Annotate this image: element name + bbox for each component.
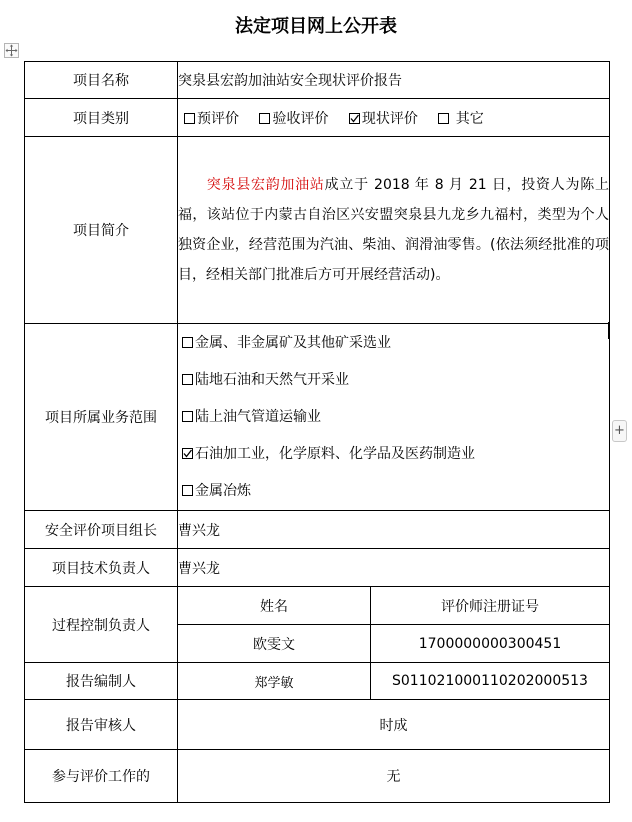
checkbox-icon[interactable] [182,337,193,348]
row-report-author [25,663,610,700]
participants-value: 无 [178,750,610,803]
option-pre-evaluation[interactable]: 预评价 [184,108,239,128]
row-report-reviewer [25,700,610,750]
scope-item-oil-gas-extraction[interactable]: 陆地石油和天然气开采业 [178,362,609,399]
process-control-cert: 1700000000300451 [371,625,610,663]
scope-item-pipeline[interactable]: 陆上油气管道运输业 [178,399,609,436]
report-author-cert: S011021000110202000513 [371,663,610,700]
text-cursor [608,322,610,339]
row-team-leader [25,511,610,549]
table-move-handle-icon[interactable] [4,43,19,58]
scope-item-petroleum-chemical[interactable]: 石油加工业，化学原料、化学品及医药制造业 [178,436,609,473]
process-control-label: 过程控制负责人 [25,587,178,663]
option-acceptance-evaluation[interactable]: 验收评价 [259,108,328,128]
row-project-name [25,62,610,99]
company-name-highlight: 突泉县宏韵加油站 [206,177,325,193]
checkbox-icon[interactable] [182,485,193,496]
project-type-label: 项目类别 [25,99,178,137]
col-header-cert: 评价师注册证号 [371,587,610,625]
process-control-name: 欧雯文 [178,625,371,663]
report-reviewer-label: 报告审核人 [25,700,178,750]
tech-leader-label: 项目技术负责人 [25,549,178,587]
business-scope-list [178,324,610,511]
row-tech-leader [25,549,610,587]
checkbox-icon[interactable] [438,113,449,124]
page-title: 法定项目网上公开表 [235,16,397,37]
add-column-icon[interactable]: + [612,420,627,442]
checkbox-icon[interactable] [259,113,270,124]
checkbox-icon[interactable] [182,411,193,422]
row-project-intro [25,137,610,324]
row-project-type [25,99,610,137]
checkbox-icon[interactable] [184,113,195,124]
project-name-label: 项目名称 [25,62,178,99]
project-name-value: 突泉县宏韵加油站安全现状评价报告 [178,62,610,99]
participants-label: 参与评价工作的 [25,750,178,803]
row-participants [25,750,610,803]
intro-body: 成立于 2018 年 8 月 21 日，投资人为陈上福，该站位于内蒙古自治区兴安盟突泉县九龙乡九福村，类型为个人独资企业，经营范围为汽油、柴油、润滑油零售。(依法须经批准的项目，经相关部门批准后方可开展经营活动)。 [178,177,609,283]
row-business-scope [25,324,610,511]
checked-checkbox-icon[interactable] [349,113,360,124]
team-leader-value: 曹兴龙 [178,511,610,549]
business-scope-label: 项目所属业务范围 [25,324,178,511]
report-author-name: 郑学敏 [178,663,371,700]
report-author-label: 报告编制人 [25,663,178,700]
report-reviewer-value: 时成 [178,700,610,750]
project-intro-text [178,137,610,324]
tech-leader-value: 曹兴龙 [178,549,610,587]
col-header-name: 姓名 [178,587,371,625]
checkbox-icon[interactable] [182,374,193,385]
row-process-control-header [25,587,610,625]
option-other[interactable]: 其它 [438,108,483,128]
scope-item-mining[interactable]: 金属、非金属矿及其他矿采选业 [178,325,609,362]
team-leader-label: 安全评价项目组长 [25,511,178,549]
scope-item-metal-smelting[interactable]: 金属冶炼 [178,473,609,510]
option-status-evaluation[interactable]: 现状评价 [349,108,418,128]
project-intro-label: 项目简介 [25,137,178,324]
checked-checkbox-icon[interactable] [182,448,193,459]
disclosure-table [24,61,610,803]
project-type-options [178,99,610,137]
